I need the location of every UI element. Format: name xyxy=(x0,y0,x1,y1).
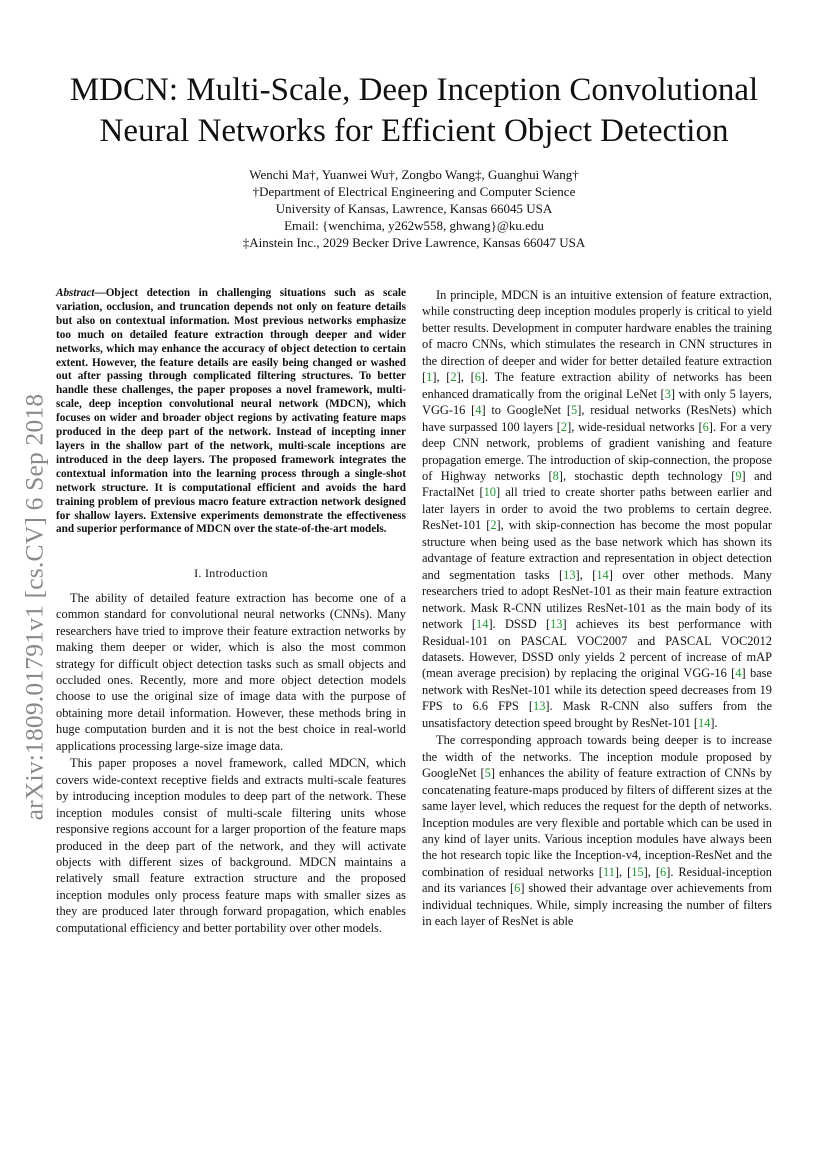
citation-link[interactable]: 13 xyxy=(563,567,576,582)
citation-link[interactable]: 6 xyxy=(474,370,481,385)
citation-link[interactable]: 1 xyxy=(426,370,433,385)
citation-link[interactable]: 9 xyxy=(735,468,742,483)
author-block xyxy=(80,166,748,251)
affiliation-department: †Department of Electrical Engineering and Computer Science xyxy=(252,184,576,199)
citation-link[interactable]: 5 xyxy=(484,766,491,781)
citation-link[interactable]: 5 xyxy=(571,403,578,418)
body-paragraph: This paper proposes a novel framework, called MDCN, which covers wide-context receptive fields and extracts multi-scale features by introducing inception modules to deep part of the network. These inception modules consist of multi-scale filtering units whose responsive regions account for a larger proportion of the feature maps produced in the deep part of the network, and they will activate objects with different sizes of background. MDCN maintains a relatively small feature extraction structure and the proposed inception modules only process feature maps with smaller sizes as they are produced later through forward propagation, which enables computational efficiency and better portability over other models. xyxy=(56,756,406,935)
citation-link[interactable]: 8 xyxy=(552,468,559,483)
body-paragraph: The ability of detailed feature extraction has become one of a common standard for convolutional neural networks (CNNs). Many researchers have tried to improve their feature extraction networks by making them deeper or wider, which is also the most common strategy for difficult object detection tasks such as small objects and occluded ones. Recently, more and more object detection models choose to use the original size of image data with the purpose of obtaining more detail information. However, these methods bring in huge computation burden and it is not the best choice in real-world applications processing large-size image data. xyxy=(56,590,406,753)
paper-title xyxy=(40,70,788,152)
arxiv-identifier-stamp xyxy=(20,372,48,842)
citation-link[interactable]: 14 xyxy=(697,715,711,730)
citation-link[interactable]: 14 xyxy=(596,567,609,582)
author-names: Wenchi Ma†, Yuanwei Wu†, Zongbo Wang‡, Guanghui Wang† xyxy=(249,167,579,182)
section-heading: I. Introduction xyxy=(194,566,268,581)
citation-link[interactable]: 13 xyxy=(533,699,546,714)
citation-link[interactable]: 4 xyxy=(735,666,742,681)
citation-link[interactable]: 2 xyxy=(560,419,568,434)
citation-link[interactable]: 4 xyxy=(475,403,482,418)
abstract-label: Abstract xyxy=(56,287,95,299)
right-column xyxy=(422,287,772,930)
citation-link[interactable]: 13 xyxy=(550,617,563,632)
citation-link[interactable]: 14 xyxy=(476,617,489,632)
abstract xyxy=(56,287,406,537)
citation-link[interactable]: 11 xyxy=(602,864,615,879)
affiliation-university: University of Kansas, Lawrence, Kansas 66045 USA xyxy=(275,201,553,216)
citation-link[interactable]: 2 xyxy=(490,518,497,533)
citation-link[interactable]: 6 xyxy=(702,419,709,434)
author-email: Email: {wenchima, y262w558, ghwang}@ku.edu xyxy=(284,218,544,233)
citation-link[interactable]: 6 xyxy=(659,864,667,879)
body-paragraph: In principle, MDCN is an intuitive extension of feature extraction, while constructing deep inception modules properly is critical to yield better results. Development in computer hardware enables the training of macro CNNs, which stimulates the research in CNN structures in the direction of deeper and wider for better detailed feature extraction [1], [2], [6]. The feature extraction ability of networks has been enhanced dramatically from the original LeNet [3] with only 5 layers, VGG-16 [4] to GoogleNet [5], residual networks (ResNets) which have surpassed 100 layers [2], wide-residual networks [6]. For a very deep CNN network, problems of gradient vanishing and feature propagation emerge. The introduction of skip-connection, the propose of Highway networks [8], stochastic depth technology [9] and FractalNet [10] all tried to create shorter paths between earlier and later layers in order to avoid the two problems to certain degree. ResNet-101 [2], with skip-connection has become the most popular structure when being used as the base network which has shown its advantage of feature extraction and representation in object detection and segmentation tasks [13], [14] over other methods. Many researchers tried to adopt ResNet-101 as their main feature extraction network. Mask R-CNN utilizes ResNet-101 as the main body of its network [14]. DSSD [13] achieves its best performance with Residual-101 on PASCAL VOC2007 and PASCAL VOC2012 datasets. However, DSSD only yields 2 percent of increase of mAP (mean average precision) by replacing the original VGG-16 [4] base network with ResNet-101 while its detection speed decreases from 19 FPS to 6.6 FPS [13]. Mask R-CNN also suffers from the unsatisfactory detection speed brought by ResNet-101 [14]. xyxy=(422,288,773,730)
citation-link[interactable]: 6 xyxy=(514,881,521,896)
body-paragraph: The corresponding approach towards being deeper is to increase the width of the networks. The inception module proposed by GoogleNet [5] enhances the ability of feature extraction of CNNs by concatenating feature-maps produced by filters of different sizes at the same layer level, which reduces the request for the depth of networks. Inception modules are very flexible and portable which can be used in any kind of layer units. Various inception modules have always been the hot research topic like the Inception-v4, inception-ResNet and the combination of residual networks [11], [15], [6]. Residual-inception and its variances [6] showed their advantage over achievements from individual techniques. While, simply increasing the number of filters in each layer of ResNet is able xyxy=(422,733,772,929)
citation-link[interactable]: 2 xyxy=(450,370,457,385)
title-line: MDCN: Multi-Scale, Deep Inception Convolutional xyxy=(69,72,759,108)
title-line: Neural Networks for Efficient Object Detection xyxy=(99,113,729,149)
affiliation-company: ‡Ainstein Inc., 2029 Becker Drive Lawrence, Kansas 66047 USA xyxy=(242,235,586,250)
abstract-text: —Object detection in challenging situations such as scale variation, occlusion, and truncation depends not only on feature details but also on contextual information. Most previous networks emphasize too much on detailed feature extraction through deeper and wider networks, which may enhance the accuracy of object detection to certain extent. However, the feature details are easily being changed or washed out after passing through complicated filtering structures. To better handle these challenges, the paper proposes a novel framework, multi-scale, deep inception convolutional neural network (MDCN), which focuses on wider and broader object regions by activating feature maps produced in the deep part of the network. Instead of incepting inner layers in the shallow part of the network, multi-scale inceptions are introduced in the deep layers. The proposed framework integrates the contextual information into the learning process through a single-shot network structure. It is computational efficient and avoids the hard training problem of previous macro feature extraction network designed for shallow layers. Extensive experiments demonstrate the effectiveness and superior performance of MDCN over the state-of-the-art models. xyxy=(56,287,406,536)
left-column xyxy=(56,287,406,936)
citation-link[interactable]: 10 xyxy=(483,485,496,500)
citation-link[interactable]: 3 xyxy=(664,386,671,401)
citation-link[interactable]: 15 xyxy=(631,864,644,879)
arxiv-stamp-text: arXiv:1809.01791v1 [cs.CV] 6 Sep 2018 xyxy=(19,393,49,821)
